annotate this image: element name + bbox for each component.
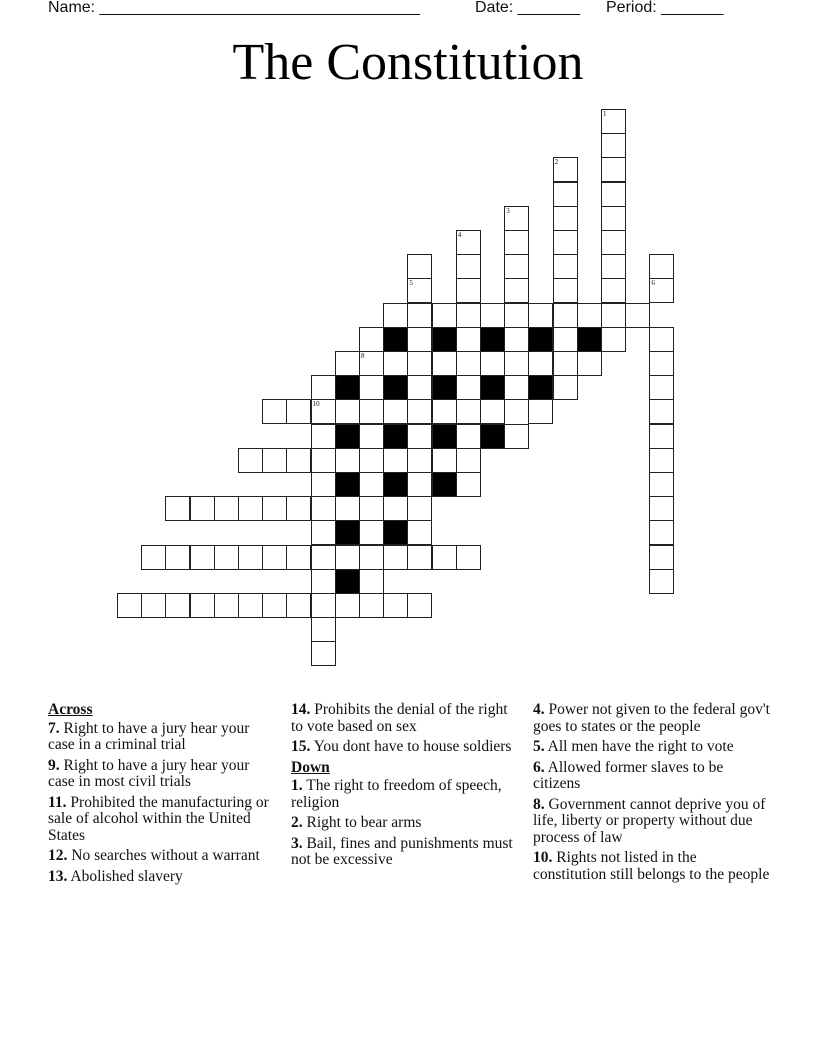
clue-item: [48, 869, 273, 886]
clue-item: [48, 795, 273, 845]
clue-list-col2-down: [291, 778, 516, 869]
crossword-cell[interactable]: [649, 569, 674, 594]
clue-number: 2: [554, 158, 559, 167]
crossword-cell[interactable]: [553, 157, 578, 182]
crossword-cell[interactable]: [165, 545, 190, 570]
crossword-cell[interactable]: [359, 496, 384, 521]
period-field-label[interactable]: Period: _______: [606, 0, 724, 16]
crossword-cell[interactable]: [335, 448, 360, 473]
clue-number-label: 13.: [48, 867, 68, 885]
clue-number: 9: [336, 376, 341, 385]
clue-text: Right to have a jury hear your case in most civil trials: [48, 756, 250, 790]
crossword-cell[interactable]: [407, 472, 432, 497]
crossword-cell[interactable]: [407, 254, 432, 279]
crossword-cell[interactable]: [504, 230, 529, 255]
clue-item: [533, 702, 773, 735]
crossword-cell[interactable]: [359, 472, 384, 497]
crossword-cell[interactable]: [359, 399, 384, 424]
crossword-cell[interactable]: [432, 448, 457, 473]
black-square: [383, 424, 408, 449]
crossword-cell[interactable]: [528, 351, 553, 376]
crossword-cell[interactable]: [601, 254, 626, 279]
clue-number-label: 1.: [291, 777, 303, 794]
black-square: [383, 520, 408, 545]
crossword-cell[interactable]: [286, 545, 311, 570]
across-heading: Across: [48, 701, 93, 718]
crossword-cell[interactable]: [311, 545, 336, 570]
crossword-cell[interactable]: [141, 593, 166, 618]
crossword-cell[interactable]: [141, 545, 166, 570]
crossword-cell[interactable]: [432, 399, 457, 424]
crossword-cell[interactable]: [311, 375, 336, 400]
black-square: [383, 375, 408, 400]
clue-number-label: 4.: [533, 701, 545, 718]
clue-number-label: 15.: [291, 738, 311, 755]
crossword-cell[interactable]: [480, 351, 505, 376]
crossword-cell[interactable]: [359, 351, 384, 376]
clue-text: Right to bear arms: [306, 814, 422, 831]
clue-text: You dont have to house soldiers: [313, 738, 512, 755]
crossword-cell[interactable]: [601, 230, 626, 255]
crossword-cell[interactable]: [649, 375, 674, 400]
crossword-cell[interactable]: [335, 399, 360, 424]
page-title: The Constitution: [232, 34, 584, 91]
black-square: [480, 424, 505, 449]
crossword-cell[interactable]: [286, 399, 311, 424]
clue-item: [48, 758, 273, 791]
black-square: [335, 375, 360, 400]
crossword-cell[interactable]: [432, 303, 457, 328]
black-square: [335, 520, 360, 545]
crossword-cell[interactable]: [504, 303, 529, 328]
crossword-cell[interactable]: [214, 496, 239, 521]
black-square: [480, 375, 505, 400]
crossword-cell[interactable]: [335, 593, 360, 618]
clue-text: Prohibits the denial of the right to vote based on sex: [291, 701, 508, 735]
black-square: [577, 327, 602, 352]
clue-item: [533, 760, 773, 793]
crossword-cell[interactable]: [407, 327, 432, 352]
crossword-cell[interactable]: [407, 399, 432, 424]
crossword-cell[interactable]: [190, 545, 215, 570]
crossword-cell[interactable]: [456, 254, 481, 279]
clue-item: [291, 702, 516, 735]
crossword-cell[interactable]: [286, 448, 311, 473]
crossword-cell[interactable]: [407, 278, 432, 303]
crossword-cell[interactable]: [238, 448, 263, 473]
black-square: [335, 569, 360, 594]
clue-number: 10: [312, 400, 320, 409]
crossword-cell[interactable]: [407, 520, 432, 545]
clue-number-label: 10.: [533, 849, 553, 866]
crossword-cell[interactable]: [359, 569, 384, 594]
crossword-cell[interactable]: [238, 496, 263, 521]
crossword-cell[interactable]: [407, 593, 432, 618]
clue-number-label: 8.: [533, 795, 545, 813]
crossword-cell[interactable]: [504, 424, 529, 449]
crossword-cell[interactable]: [359, 593, 384, 618]
crossword-cell[interactable]: [214, 545, 239, 570]
black-square: [335, 424, 360, 449]
clue-list-col3: [533, 702, 773, 883]
clue-number-label: 11.: [48, 793, 67, 811]
black-square: [528, 375, 553, 400]
black-square: [383, 327, 408, 352]
crossword-cell[interactable]: [262, 593, 287, 618]
clue-list-col1: [48, 721, 273, 886]
clue-number-label: 12.: [48, 847, 68, 864]
crossword-cell[interactable]: [335, 496, 360, 521]
crossword-cell[interactable]: [456, 351, 481, 376]
crossword-cell[interactable]: [383, 545, 408, 570]
crossword-cell[interactable]: [311, 399, 336, 424]
crossword-cell[interactable]: [504, 327, 529, 352]
clue-item: [291, 739, 516, 756]
date-field-label[interactable]: Date: _______: [475, 0, 580, 16]
crossword-cell[interactable]: [383, 399, 408, 424]
crossword-cell[interactable]: [311, 520, 336, 545]
crossword-cell[interactable]: [359, 520, 384, 545]
clue-text: Government cannot deprive you of life, liberty or property without due process of law: [533, 795, 766, 846]
crossword-cell[interactable]: [311, 617, 336, 642]
crossword-cell[interactable]: [432, 351, 457, 376]
crossword-cell[interactable]: [456, 303, 481, 328]
crossword-cell[interactable]: [553, 375, 578, 400]
crossword-cell[interactable]: [214, 593, 239, 618]
crossword-cell[interactable]: [504, 254, 529, 279]
crossword-cell[interactable]: [625, 303, 650, 328]
crossword-cell[interactable]: [480, 303, 505, 328]
crossword-cell[interactable]: [601, 133, 626, 158]
clue-text: No searches without a warrant: [71, 847, 260, 864]
black-square: [432, 424, 457, 449]
clue-item: [291, 815, 516, 832]
crossword-cell[interactable]: [407, 375, 432, 400]
down-heading: Down: [291, 758, 330, 776]
crossword-cell[interactable]: [553, 327, 578, 352]
crossword-cell[interactable]: [528, 399, 553, 424]
crossword-cell[interactable]: [553, 303, 578, 328]
crossword-cell[interactable]: [649, 520, 674, 545]
crossword-cell[interactable]: [577, 351, 602, 376]
clue-item: [533, 739, 773, 756]
crossword-cell[interactable]: [165, 496, 190, 521]
crossword-cell[interactable]: [601, 206, 626, 231]
crossword-cell[interactable]: [456, 399, 481, 424]
crossword-cell[interactable]: [238, 593, 263, 618]
crossword-cell[interactable]: [649, 351, 674, 376]
black-square: [335, 472, 360, 497]
black-square: [528, 327, 553, 352]
crossword-cell[interactable]: [383, 448, 408, 473]
clue-column-3: [533, 702, 773, 887]
black-square: [480, 327, 505, 352]
clue-text: Prohibited the manufacturing or sale of alcohol within the United States: [48, 793, 269, 844]
crossword-cell[interactable]: [553, 182, 578, 207]
crossword-cell[interactable]: [383, 351, 408, 376]
crossword-cell[interactable]: [286, 496, 311, 521]
clue-number-label: 6.: [533, 758, 545, 776]
clue-number: 3: [506, 206, 510, 215]
crossword-cell[interactable]: [553, 206, 578, 231]
crossword-cell[interactable]: [601, 278, 626, 303]
clue-item: [291, 836, 516, 869]
clue-number: 1: [603, 110, 607, 118]
crossword-cell[interactable]: [601, 303, 626, 328]
crossword-cell[interactable]: [456, 545, 481, 570]
clue-item: [533, 850, 773, 883]
crossword-cell[interactable]: [311, 569, 336, 594]
clue-text: The right to freedom of speech, religion: [291, 777, 502, 811]
name-field-label[interactable]: Name: ____________________________________: [48, 0, 420, 16]
crossword-cell[interactable]: [311, 472, 336, 497]
black-square: [383, 472, 408, 497]
clue-item: [291, 778, 516, 811]
crossword-cell[interactable]: [601, 182, 626, 207]
black-square: [432, 472, 457, 497]
crossword-cell[interactable]: [480, 399, 505, 424]
crossword-cell[interactable]: [383, 303, 408, 328]
crossword-cell[interactable]: [286, 593, 311, 618]
clue-number-label: 14.: [291, 701, 311, 718]
clue-number: 5: [409, 279, 413, 288]
crossword-cell[interactable]: [407, 424, 432, 449]
clue-text: Right to have a jury hear your case in a criminal trial: [48, 719, 250, 753]
crossword-cell[interactable]: [238, 545, 263, 570]
crossword-cell[interactable]: [504, 206, 529, 231]
clue-text: All men have the right to vote: [547, 738, 734, 755]
black-square: [432, 375, 457, 400]
crossword-cell[interactable]: [601, 109, 626, 134]
clue-column-1: [48, 702, 273, 889]
crossword-cell[interactable]: [577, 303, 602, 328]
crossword-cell[interactable]: [456, 327, 481, 352]
crossword-cell[interactable]: [311, 593, 336, 618]
clue-number: 7: [385, 327, 389, 336]
crossword-cell[interactable]: [649, 254, 674, 279]
clue-number-label: 7.: [48, 719, 60, 737]
clue-number-label: 5.: [533, 738, 545, 755]
crossword-cell[interactable]: [262, 496, 287, 521]
crossword-cell[interactable]: [504, 351, 529, 376]
crossword-cell[interactable]: [456, 278, 481, 303]
crossword-cell[interactable]: [311, 641, 336, 666]
clue-item: [533, 797, 773, 847]
crossword-cell[interactable]: [335, 545, 360, 570]
crossword-cell[interactable]: [649, 278, 674, 303]
crossword-cell[interactable]: [383, 593, 408, 618]
clue-number: 4: [457, 231, 462, 239]
crossword-cell[interactable]: [456, 448, 481, 473]
crossword-cell[interactable]: [335, 351, 360, 376]
clue-text: Power not given to the federal gov't goes to states or the people: [533, 701, 770, 735]
crossword-cell[interactable]: [117, 593, 142, 618]
crossword-cell[interactable]: [262, 545, 287, 570]
crossword-cell[interactable]: [649, 399, 674, 424]
crossword-cell[interactable]: [311, 496, 336, 521]
crossword-cell[interactable]: [649, 424, 674, 449]
crossword-cell[interactable]: [456, 472, 481, 497]
clue-number-label: 2.: [291, 814, 303, 831]
crossword-cell[interactable]: [359, 424, 384, 449]
black-square: [432, 327, 457, 352]
crossword-cell[interactable]: [553, 278, 578, 303]
crossword-cell[interactable]: [262, 448, 287, 473]
crossword-cell[interactable]: [649, 448, 674, 473]
crossword-cell[interactable]: [504, 375, 529, 400]
crossword-cell[interactable]: [528, 303, 553, 328]
crossword-cell[interactable]: [601, 327, 626, 352]
crossword-cell[interactable]: [456, 230, 481, 255]
crossword-cell[interactable]: [190, 496, 215, 521]
clue-text: Abolished slavery: [70, 867, 183, 885]
crossword-cell[interactable]: [359, 448, 384, 473]
crossword-cell[interactable]: [311, 424, 336, 449]
crossword-cell[interactable]: [553, 351, 578, 376]
crossword-cell[interactable]: [407, 545, 432, 570]
crossword-cell[interactable]: [649, 545, 674, 570]
crossword-cell[interactable]: [190, 593, 215, 618]
clue-number: 8: [361, 352, 365, 360]
crossword-cell[interactable]: [649, 496, 674, 521]
crossword-cell[interactable]: [359, 545, 384, 570]
clue-number: 6: [651, 279, 655, 288]
clue-number-label: 9.: [48, 756, 60, 774]
clue-number-label: 3.: [291, 834, 303, 852]
crossword-cell[interactable]: [649, 472, 674, 497]
crossword-cell[interactable]: [407, 448, 432, 473]
crossword-cell[interactable]: [649, 327, 674, 352]
crossword-cell[interactable]: [456, 375, 481, 400]
crossword-cell[interactable]: [407, 351, 432, 376]
crossword-cell[interactable]: [359, 375, 384, 400]
crossword-cell[interactable]: [262, 399, 287, 424]
clue-list-col2-across: [291, 702, 516, 756]
clue-item: [48, 721, 273, 754]
crossword-cell[interactable]: [504, 278, 529, 303]
crossword-cell[interactable]: [359, 327, 384, 352]
crossword-cell[interactable]: [601, 157, 626, 182]
crossword-cell[interactable]: [553, 230, 578, 255]
crossword-cell[interactable]: [432, 545, 457, 570]
crossword-cell[interactable]: [407, 303, 432, 328]
clue-text: Bail, fines and punishments must not be excessive: [291, 834, 513, 868]
crossword-cell[interactable]: [407, 496, 432, 521]
clue-item: [48, 848, 273, 865]
clue-text: Allowed former slaves to be citizens: [533, 758, 724, 792]
crossword-cell[interactable]: [165, 593, 190, 618]
crossword-cell[interactable]: [553, 254, 578, 279]
crossword-cell[interactable]: [311, 448, 336, 473]
crossword-cell[interactable]: [456, 424, 481, 449]
clue-text: Rights not listed in the constitution still belongs to the people: [533, 849, 770, 883]
clue-column-2: [291, 702, 516, 873]
